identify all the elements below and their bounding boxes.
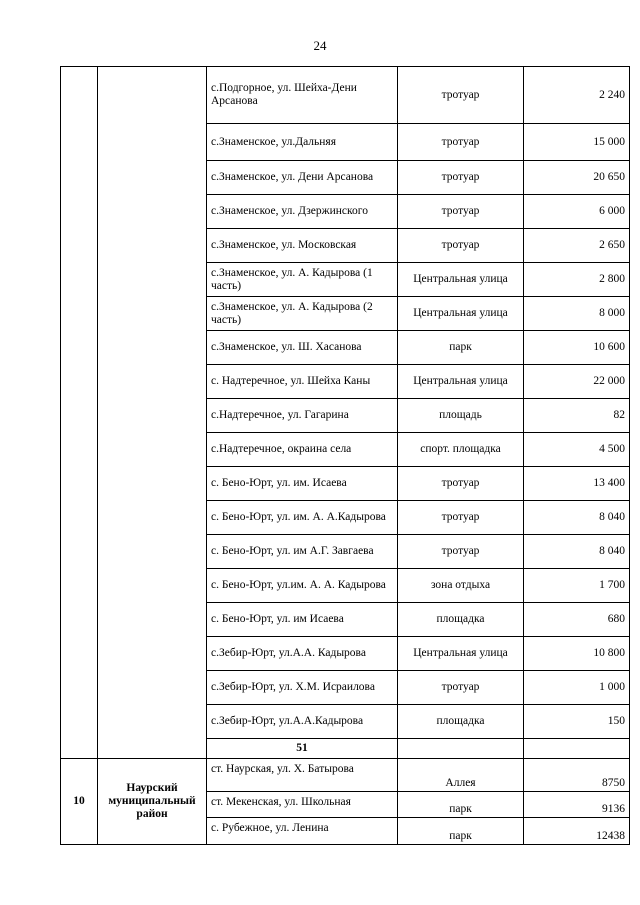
type-cell: парк [398,331,524,365]
type-cell: тротуар [398,124,524,161]
area-cell: 8 040 [524,501,630,535]
type-cell: парк [398,792,524,818]
number-cell-empty [61,67,98,759]
area-cell: 8750 [524,759,630,792]
district-cell-empty [98,67,207,759]
area-cell: 2 650 [524,229,630,263]
type-cell: Центральная улица [398,263,524,297]
area-cell: 150 [524,705,630,739]
table-row [61,759,630,792]
table-row [61,67,630,124]
area-cell: 12438 [524,818,630,845]
area-cell: 9136 [524,792,630,818]
address-cell: с.Подгорное, ул. Шейха-Дени Арсанова [207,67,398,124]
address-cell: ст. Мекенская, ул. Школьная [207,792,398,818]
address-cell: с.Знаменское, ул. А. Кадырова (2 часть) [207,297,398,331]
area-cell: 2 800 [524,263,630,297]
address-cell: ст. Наурская, ул. Х. Батырова [207,759,398,792]
address-cell: с. Надтеречное, ул. Шейха Каны [207,365,398,399]
area-cell: 20 650 [524,161,630,195]
area-cell: 82 [524,399,630,433]
address-cell: с. Бено-Юрт, ул.им. А. А. Кадырова [207,569,398,603]
address-cell: с. Бено-Юрт, ул. им. Исаева [207,467,398,501]
type-cell: тротуар [398,161,524,195]
type-cell: Аллея [398,759,524,792]
address-cell: с.Надтеречное, ул. Гагарина [207,399,398,433]
subtotal-empty-cell [398,739,524,759]
area-cell: 8 000 [524,297,630,331]
area-cell: 13 400 [524,467,630,501]
district-number: 10 [61,759,98,845]
type-cell: тротуар [398,671,524,705]
area-cell: 8 040 [524,535,630,569]
address-cell: с. Рубежное, ул. Ленина [207,818,398,845]
address-cell: с. Бено-Юрт, ул. им А.Г. Завгаева [207,535,398,569]
address-cell: с. Бено-Юрт, ул. им Исаева [207,603,398,637]
type-cell: спорт. площадка [398,433,524,467]
area-cell: 6 000 [524,195,630,229]
address-cell: с. Бено-Юрт, ул. им. А. А.Кадырова [207,501,398,535]
address-cell: с.Знаменское, ул. Дзержинского [207,195,398,229]
district-name: Наурский муниципальный район [98,759,207,845]
type-cell: парк [398,818,524,845]
address-cell: с.Знаменское, ул. Московская [207,229,398,263]
type-cell: площадка [398,603,524,637]
area-cell: 680 [524,603,630,637]
address-cell: с.Зебир-Юрт, ул.А.А. Кадырова [207,637,398,671]
area-cell: 2 240 [524,67,630,124]
address-cell: с.Знаменское, ул.Дальняя [207,124,398,161]
address-cell: с.Зебир-Юрт, ул.А.А.Кадырова [207,705,398,739]
page-number: 24 [313,38,327,53]
area-cell: 4 500 [524,433,630,467]
type-cell: тротуар [398,195,524,229]
address-cell: с.Знаменское, ул. Дени Арсанова [207,161,398,195]
address-cell: с.Зебир-Юрт, ул. Х.М. Исраилова [207,671,398,705]
area-cell: 15 000 [524,124,630,161]
subtotal-count: 51 [207,739,398,759]
area-cell: 1 700 [524,569,630,603]
type-cell: тротуар [398,467,524,501]
address-cell: с.Знаменское, ул. А. Кадырова (1 часть) [207,263,398,297]
type-cell: тротуар [398,229,524,263]
area-cell: 22 000 [524,365,630,399]
type-cell: площадь [398,399,524,433]
area-cell: 10 800 [524,637,630,671]
area-cell: 10 600 [524,331,630,365]
address-cell: с.Надтеречное, окраина села [207,433,398,467]
type-cell: тротуар [398,67,524,124]
address-cell: с.Знаменское, ул. Ш. Хасанова [207,331,398,365]
type-cell: тротуар [398,535,524,569]
area-cell: 1 000 [524,671,630,705]
type-cell: Центральная улица [398,365,524,399]
type-cell: площадка [398,705,524,739]
type-cell: Центральная улица [398,637,524,671]
subtotal-empty-cell [524,739,630,759]
type-cell: тротуар [398,501,524,535]
data-table [60,66,630,845]
type-cell: зона отдыха [398,569,524,603]
type-cell: Центральная улица [398,297,524,331]
